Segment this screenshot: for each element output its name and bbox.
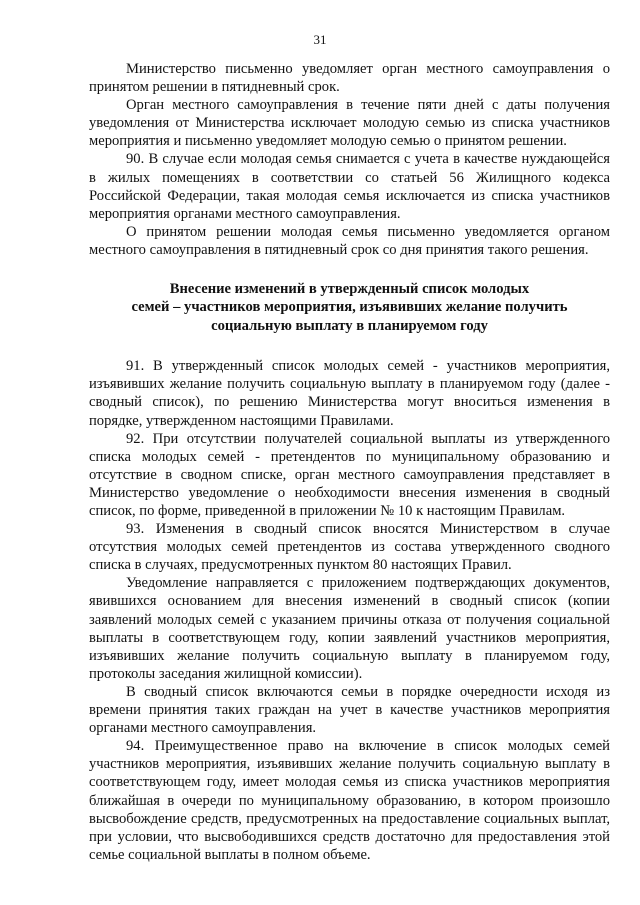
section-heading <box>89 280 610 335</box>
document-body <box>89 60 610 864</box>
paragraph-item-93: 93. Изменения в сводный список вносятся Министерством в случае отсутствия молодых семей претендентов из состава утвержденного сводного списка в случаях, предусмотренных пунктом 80 настоящих Правил. <box>89 521 610 574</box>
paragraph-item-91: 91. В утвержденный список молодых семей - участников мероприятия, изъявивших желание получить социальную выплату в планируемом году (далее - сводный список), по решению Министерства могут вноситься изменения в порядке, утвержденном настоящими Правилами. <box>89 358 610 429</box>
paragraph: Министерство письменно уведомляет орган местного самоуправления о принятом решении в пятидневный срок. <box>89 61 610 96</box>
paragraph-item-94: 94. Преимущественное право на включение в список молодых семей участников мероприятия, изъявивших желание получить социальную выплату в соответствующем году, имеет молодая семья из списка участников мероприятия ближайшая в очереди по муниципальному образованию, в котором произошло высвобождение средств, предусмотренных на предоставление социальных выплат, при условии, что высвободившихся средств достаточно для предоставления этой семье социальной выплаты в полном объеме. <box>89 738 610 863</box>
paragraph: В сводный список включаются семьи в порядке очередности исходя из времени принятия таких граждан на учет в качестве участников мероприятия органами местного самоуправления. <box>89 683 610 737</box>
section-heading-line: семей – участников мероприятия, изъявивших желание получить <box>131 299 568 316</box>
section-heading-line: Внесение изменений в утвержденный список молодых <box>169 281 530 298</box>
section-heading-line: социальную выплату в планируемом году <box>211 317 488 334</box>
paragraph-item-92: 92. При отсутствии получателей социальной выплаты из утвержденного списка молодых семей - претендентов по муниципальному образованию и отсутствие в сводном списке, орган местного самоуправления представляет в Министерство уведомление о необходимости внесения изменения в сводный список, по форме, приведенной в приложении № 10 к настоящим Правилам. <box>89 430 610 519</box>
paragraph: О принятом решении молодая семья письменно уведомляется органом местного самоуправления в пятидневный срок со дня принятия такого решения. <box>89 223 610 258</box>
paragraph-item-90: 90. В случае если молодая семья снимается с учета в качестве нуждающейся в жилых помещениях в соответствии со статьей 56 Жилищного кодекса Российской Федерации, такая молодая семья исключается из списка участников мероприятия органами местного самоуправления. <box>89 151 610 222</box>
page-number: 31 <box>313 32 327 47</box>
paragraph: Орган местного самоуправления в течение пяти дней с даты получения уведомления от Министерства исключает молодую семью из списка участников мероприятия и письменно уведомляет молодую семью о принятом решении. <box>89 97 610 150</box>
paragraph: Уведомление направляется с приложением подтверждающих документов, явившихся основанием для внесения изменений в сводный список (копии заявлений молодых семей с указанием причины отказа от получения социальной выплаты в соответствующем году, копии заявлений участников мероприятия, изъявивших желание получить социальную выплату в планируемом году, протоколы заседания жилищной комиссии). <box>89 575 610 682</box>
